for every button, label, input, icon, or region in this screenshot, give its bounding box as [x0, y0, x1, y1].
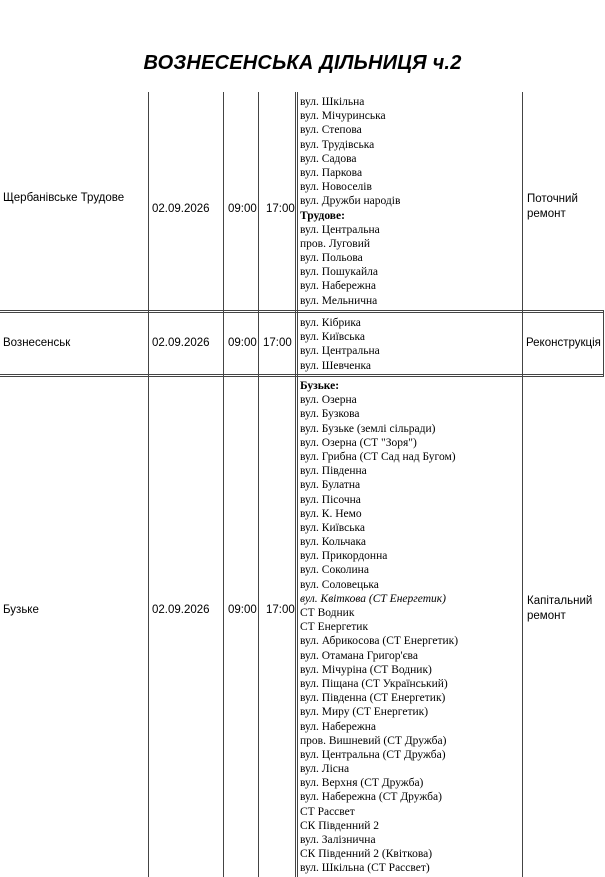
street-item: вул. Абрикосова (СТ Енергетик) — [300, 635, 459, 648]
street-item: вул. Південна (СТ Енергетик) — [300, 692, 446, 705]
column-divider — [297, 92, 298, 877]
time-to-cell: 17:00 — [263, 337, 292, 349]
street-item: пров. Вишневий (СТ Дружба) — [300, 734, 447, 747]
street-item: вул. Мічуріна (СТ Водник) — [300, 663, 432, 676]
street-item: вул. Паркова — [300, 166, 363, 179]
column-divider — [295, 92, 296, 877]
date-cell: 02.09.2026 — [152, 604, 210, 616]
street-item: вул. Шкільна (СТ Рассвет) — [300, 862, 430, 875]
page-title: ВОЗНЕСЕНСЬКА ДІЛЬНИЦЯ ч.2 — [143, 52, 462, 74]
time-from-cell: 09:00 — [228, 337, 257, 349]
street-item: СК Південний 2 (Квіткова) — [300, 848, 433, 861]
street-item: вул. Бузьке (землі сільради) — [300, 422, 436, 435]
row-divider — [0, 374, 604, 375]
street-item: вул. Піщана (СТ Український) — [300, 677, 448, 690]
street-item: вул. Квіткова (СТ Енергетик) — [300, 592, 446, 605]
street-item: Бузьке: — [300, 380, 340, 392]
street-item: вул. Соколина — [300, 564, 369, 577]
column-divider — [148, 92, 149, 877]
settlement-cell: Щербанівське Трудове — [3, 192, 125, 204]
date-cell: 02.09.2026 — [152, 337, 210, 349]
street-item: вул. Мічуринська — [300, 110, 386, 123]
street-item: вул. Центральна — [300, 223, 380, 236]
street-item: вул. Миру (СТ Енергетик) — [300, 706, 429, 719]
settlement-cell: Вознесенськ — [3, 337, 71, 349]
street-item: вул. К. Немо — [300, 507, 362, 520]
street-item: СК Південний 2 — [300, 819, 380, 832]
street-item: вул. Центральна — [300, 345, 380, 358]
settlement-cell: Бузьке — [3, 604, 39, 616]
street-item: вул. Центральна (СТ Дружба) — [300, 748, 446, 761]
street-item: вул. Пошукайла — [300, 266, 378, 279]
time-to-cell: 17:00 — [266, 604, 295, 616]
street-item: вул. Набережна — [300, 720, 377, 733]
streets-list — [300, 95, 522, 308]
streets-list — [300, 316, 522, 373]
street-item: вул. Прикордонна — [300, 550, 388, 563]
street-item: Трудове: — [300, 209, 345, 222]
street-item: вул. Мельнична — [300, 294, 378, 307]
street-item: вул. Південна — [300, 465, 367, 478]
street-item: вул. Шкільна — [300, 96, 365, 108]
time-from-cell: 09:00 — [228, 203, 257, 215]
street-item: вул. Київська — [300, 521, 366, 534]
work-type-cell: Поточний ремонт — [527, 193, 578, 220]
time-to-cell: 17:00 — [266, 203, 295, 215]
column-divider — [258, 92, 259, 877]
street-item: вул. Соловецька — [300, 578, 379, 591]
street-item: вул. Озерна — [300, 394, 357, 407]
street-item: СТ Енергетик — [300, 621, 369, 634]
street-item: вул. Бузкова — [300, 408, 360, 421]
street-item: вул. Кібрика — [300, 317, 361, 329]
street-item: вул. Київська — [300, 331, 366, 344]
row-divider — [0, 376, 604, 377]
work-type-cell: Капітальний ремонт — [527, 595, 593, 622]
street-item: пров. Луговий — [300, 237, 371, 250]
street-item: вул. Кольчака — [300, 536, 366, 549]
street-item: вул. Пісочна — [300, 493, 361, 506]
work-type-cell: Реконструкція — [526, 337, 601, 349]
street-item: СТ Водник — [300, 607, 355, 619]
row-divider — [0, 310, 604, 311]
street-item: СТ Рассвет — [300, 805, 355, 818]
streets-list — [300, 379, 522, 876]
column-divider — [522, 92, 523, 877]
street-item: вул. Набережна (СТ Дружба) — [300, 791, 442, 804]
street-item: вул. Дружби народів — [300, 195, 401, 208]
street-item: вул. Залізнична — [300, 834, 376, 846]
row-divider — [0, 312, 604, 313]
street-item: вул. Отамана Григор'єва — [300, 649, 418, 662]
street-item: вул. Садова — [300, 152, 357, 165]
street-item: вул. Грибна (СТ Сад над Бугом) — [300, 450, 456, 463]
street-item: вул. Набережна — [300, 280, 377, 293]
column-divider — [223, 92, 224, 877]
street-item: вул. Трудівська — [300, 138, 375, 151]
street-item: вул. Польова — [300, 252, 363, 265]
street-item: вул. Новоселів — [300, 181, 372, 194]
street-item: вул. Степова — [300, 124, 362, 137]
time-from-cell: 09:00 — [228, 604, 257, 616]
date-cell: 02.09.2026 — [152, 203, 210, 215]
street-item: вул. Лісна — [300, 763, 350, 776]
street-item: вул. Булатна — [300, 479, 361, 492]
street-item: вул. Шевченка — [300, 359, 372, 372]
street-item: вул. Верхня (СТ Дружба) — [300, 777, 424, 790]
street-item: вул. Озерна (СТ "Зоря") — [300, 436, 417, 449]
